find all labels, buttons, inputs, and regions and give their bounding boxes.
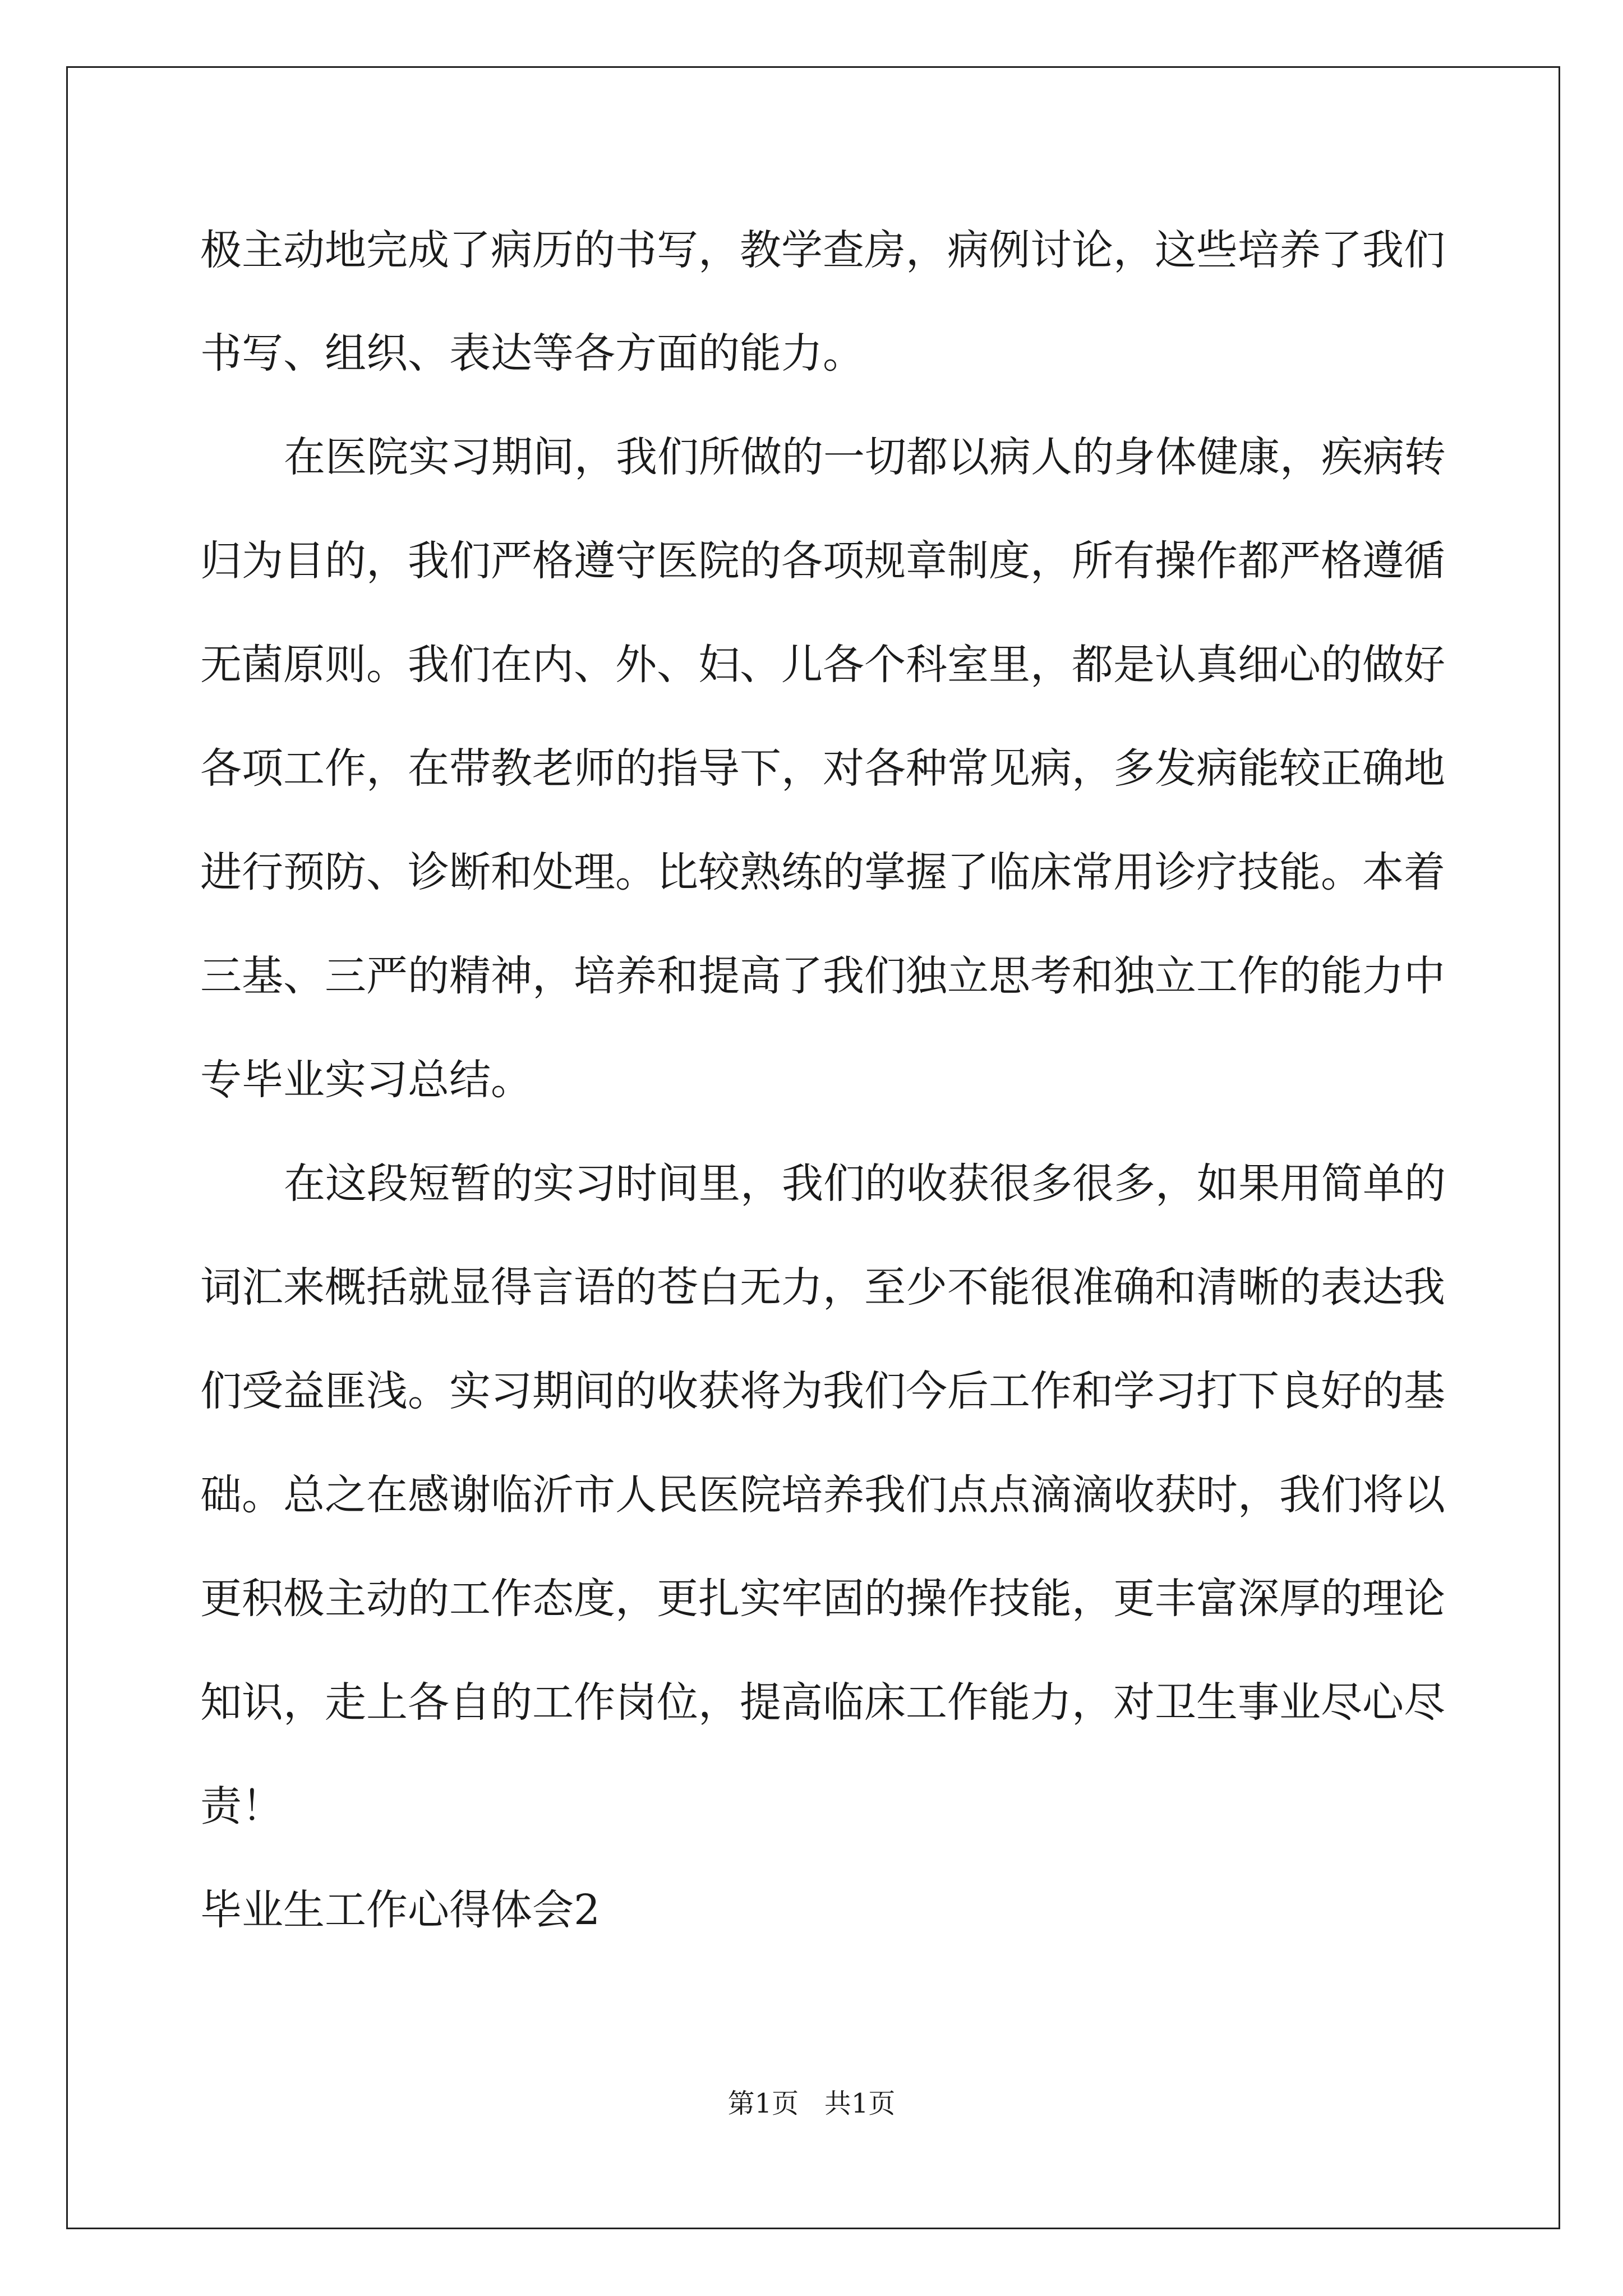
paragraph-line: 专毕业实习总结。	[200, 1056, 532, 1104]
paragraph-line: 极主动地完成了病历的书写，教学查房，病例讨论，这些培养了我们	[200, 226, 1445, 274]
paragraph-line: 在这段短暂的实习时间里，我们的收获很多很多，如果用简单的	[284, 1159, 1446, 1208]
paragraph-line: 础。总之在感谢临沂市人民医院培养我们点点滴滴收获时，我们将以	[200, 1471, 1445, 1519]
paragraph-line: 知识，走上各自的工作岗位，提高临床工作能力，对卫生事业尽心尽	[200, 1678, 1445, 1727]
paragraph-line: 更积极主动的工作态度，更扎实牢固的操作技能，更丰富深厚的理论	[200, 1575, 1445, 1623]
paragraph-line: 在医院实习期间，我们所做的一切都以病人的身体健康，疾病转	[284, 433, 1446, 481]
paragraph-line: 三基、三严的精神，培养和提高了我们独立思考和独立工作的能力中	[200, 952, 1445, 1000]
paragraph-line: 进行预防、诊断和处理。比较熟练的掌握了临床常用诊疗技能。本着	[200, 848, 1445, 896]
page-footer: 第1页 共1页	[727, 2088, 896, 2119]
paragraph-line: 各项工作，在带教老师的指导下，对各种常见病，多发病能较正确地	[200, 744, 1445, 793]
paragraph-line: 词汇来概括就显得言语的苍白无力，至少不能很准确和清晰的表达我	[200, 1263, 1445, 1312]
paragraph-line: 归为目的，我们严格遵守医院的各项规章制度，所有操作都严格遵循	[200, 537, 1445, 585]
paragraph-line: 书写、组织、表达等各方面的能力。	[200, 329, 864, 378]
paragraph-line: 责！	[200, 1782, 283, 1830]
paragraph-line: 无菌原则。我们在内、外、妇、儿各个科室里，都是认真细心的做好	[200, 641, 1445, 689]
paragraph-line: 们受益匪浅。实习期间的收获将为我们今后工作和学习打下良好的基	[200, 1367, 1445, 1415]
section-heading: 毕业生工作心得体会2	[200, 1886, 601, 1934]
